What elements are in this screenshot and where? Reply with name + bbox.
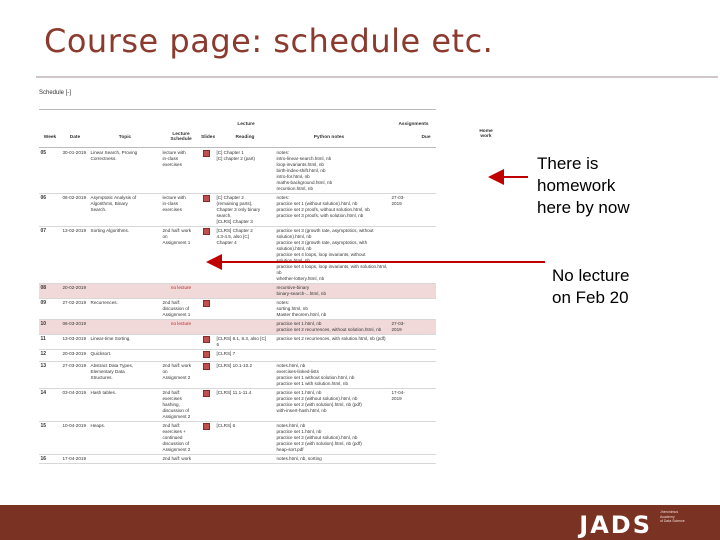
table-row — [39, 350, 436, 362]
slides-cell — [201, 389, 215, 422]
topic-cell: Linear-time Sorting. — [89, 335, 161, 350]
header-topic: Topic — [118, 135, 132, 140]
topic-cell: Sorting Algorithms. — [89, 227, 161, 284]
notes-cell: notes: intro-linear-search.html, nb loop-invariants.html, nb birth-index-shift.html, nb intro-for.html, nb maths-background.html, nb recursion.html, nb — [275, 149, 390, 194]
due-cell: 17-04-2019 — [390, 389, 416, 422]
week-cell: 08 — [39, 284, 61, 299]
topic-cell: Heaps. — [89, 422, 161, 455]
schedule-cell: no lecture — [161, 320, 201, 335]
homework-cell — [416, 350, 436, 362]
reading-cell: [C] Chapter 1 [C] chapter 2 (part) — [215, 149, 275, 194]
homework-cell — [416, 227, 436, 284]
homework-cell — [416, 149, 436, 194]
week-cell: 14 — [39, 389, 61, 422]
notes-cell: practice set 1.html, nb practice set 2 (without solution).html, nb practice set 2 (with solution).html, nb (pdf) with-insert-hash.html, nb — [275, 389, 390, 422]
slides-cell — [201, 455, 215, 464]
reading-cell: [C] Chapter 2 (remaining parts), Chapter 3 only binary search, [CLRS] Chapter 3 — [215, 194, 275, 227]
header-lecture-schedule: Lecture Schedule — [170, 132, 192, 142]
header-bottom-line — [39, 147, 436, 148]
reading-cell: [CLRS] Chapter 2 4.3-4.5, also [C] Chapter 4 — [215, 227, 275, 284]
notes-cell: notes: sorting.html, nb Master theorem.html, nb — [275, 299, 390, 320]
header-lecture: Lecture — [237, 122, 255, 127]
due-cell: 27-03-2019 — [390, 320, 416, 335]
week-cell: 11 — [39, 335, 61, 350]
homework-cell — [416, 422, 436, 455]
schedule-cell: lecture with in-class exercises — [161, 194, 201, 227]
topic-cell: Recurrences. — [89, 299, 161, 320]
due-cell — [390, 362, 416, 389]
header-reading: Reading — [235, 135, 255, 140]
topic-cell: Quicksort. — [89, 350, 161, 362]
pdf-slides-icon[interactable] — [203, 423, 210, 430]
schedule-cell: 2nd half: work on Assignment 2 — [161, 362, 201, 389]
topic-cell — [89, 284, 161, 299]
notes-cell: recursive-binary binary-search-...html, nb — [275, 284, 390, 299]
table-row — [39, 299, 436, 320]
reading-cell — [215, 320, 275, 335]
table-row — [39, 227, 436, 284]
slides-cell — [201, 362, 215, 389]
notes-cell: practice set 2 recurrences, with solution.html, nb (pdf) — [275, 335, 390, 350]
due-cell — [390, 455, 416, 464]
due-cell: 27-03-2019 — [390, 194, 416, 227]
slides-cell — [201, 299, 215, 320]
topic-cell — [89, 455, 161, 464]
header-assignments: Assignments — [398, 122, 429, 127]
jads-logo-subtitle: Jheronimus Academy of Data Science — [660, 510, 685, 523]
topic-cell: Hash tables. — [89, 389, 161, 422]
due-cell — [390, 335, 416, 350]
notes-cell: practice set 3 (growth rate, asymptotics, without solution).html, nb practice set 3 (growth rate, asymptotics, with solution).html, nb practice set 4 loops, loop invariants, without solution.html, nb practice set 4 loops, loop invariants, with solution.html, nb whether-lottery.html, nb — [275, 227, 390, 284]
homework-cell — [416, 389, 436, 422]
table-row — [39, 149, 436, 194]
week-cell: 05 — [39, 149, 61, 194]
topic-cell: Abstract Data Types, Elementary Data Structures. — [89, 362, 161, 389]
date-cell: 13-03-2019 — [61, 335, 89, 350]
schedule-cell — [161, 350, 201, 362]
due-cell — [390, 149, 416, 194]
schedule-heading: Schedule [-] — [39, 90, 72, 96]
reading-cell — [215, 299, 275, 320]
slides-cell — [201, 422, 215, 455]
week-cell: 06 — [39, 194, 61, 227]
schedule-table — [39, 149, 436, 464]
header-due: Due — [421, 135, 431, 140]
due-cell — [390, 422, 416, 455]
date-cell: 17-04-2019 — [61, 455, 89, 464]
table-row — [39, 422, 436, 455]
header-homework: Home work — [479, 129, 493, 139]
reading-cell — [215, 284, 275, 299]
date-cell: 20-03-2019 — [61, 350, 89, 362]
week-cell: 13 — [39, 362, 61, 389]
header-python-notes: Python notes — [313, 135, 345, 140]
table-row — [39, 335, 436, 350]
reading-cell — [215, 455, 275, 464]
title-divider — [36, 76, 718, 78]
date-cell: 10-04-2019 — [61, 422, 89, 455]
pdf-slides-icon[interactable] — [203, 300, 210, 307]
slide-title: Course page: schedule etc. — [44, 22, 494, 60]
date-cell: 06-02-2019 — [61, 194, 89, 227]
date-cell: 06-03-2019 — [61, 320, 89, 335]
due-cell — [390, 284, 416, 299]
table-row — [39, 284, 436, 299]
slides-cell — [201, 350, 215, 362]
notes-cell: notes.html, nb exercises-linked-lists practice set 1 without solution.html, nb practice set 1 with solution.html, nb — [275, 362, 390, 389]
annotation-no-lecture: No lecture on Feb 20 — [552, 266, 630, 307]
date-cell: 20-02-2019 — [61, 284, 89, 299]
table-row — [39, 455, 436, 464]
table-row — [39, 362, 436, 389]
pdf-slides-icon[interactable] — [203, 390, 210, 397]
notes-cell: practice set 1.html, nb practice set 2 recurrences, without solution.html, nb — [275, 320, 390, 335]
jads-logo: JADS — [579, 511, 652, 539]
schedule-cell: 2nd half: discussion of Assignment 1 — [161, 299, 201, 320]
notes-cell: notes.html, nb practice set 1.html, nb practice set 2 (without solution).html, nb practice set 2 (with solution).html, nb (pdf) heap-sort.pdf — [275, 422, 390, 455]
table-row — [39, 194, 436, 227]
header-slides: Slides — [201, 135, 216, 140]
reading-cell: [CLRS] 6 — [215, 422, 275, 455]
due-cell — [390, 350, 416, 362]
homework-cell — [416, 194, 436, 227]
schedule-cell: 2nd half: work on Assignment 1 — [161, 227, 201, 284]
week-cell: 12 — [39, 350, 61, 362]
pdf-slides-icon[interactable] — [203, 228, 210, 235]
slides-cell — [201, 320, 215, 335]
header-top-line — [39, 109, 436, 110]
schedule-cell: 2nd half: work — [161, 455, 201, 464]
homework-cell — [416, 362, 436, 389]
schedule-cell: lecture with in-class exercises — [161, 149, 201, 194]
schedule-cell: no lecture — [161, 284, 201, 299]
table-row — [39, 320, 436, 335]
topic-cell — [89, 320, 161, 335]
week-cell: 15 — [39, 422, 61, 455]
date-cell: 13-02-2019 — [61, 227, 89, 284]
annotation-homework: There is homework here by now — [537, 154, 630, 217]
schedule-cell: 2nd half: exercises + continued discussion of Assignment 2 — [161, 422, 201, 455]
week-cell: 07 — [39, 227, 61, 284]
notes-cell: notes: practice set 1 (without solution).html, nb practice set 2 proofs, without solution.html, nb practice set 3 proofs, with solution.html, nb — [275, 194, 390, 227]
slides-cell — [201, 284, 215, 299]
slides-cell — [201, 149, 215, 194]
week-cell: 09 — [39, 299, 61, 320]
schedule-screenshot — [36, 87, 493, 485]
table-row — [39, 389, 436, 422]
pdf-slides-icon[interactable] — [203, 351, 210, 358]
date-cell: 03-04-2019 — [61, 389, 89, 422]
header-date: Date — [69, 135, 81, 140]
week-cell: 16 — [39, 455, 61, 464]
pdf-slides-icon[interactable] — [203, 150, 210, 157]
topic-cell: Asymptotic Analysis of Algorithms, Binary Search. — [89, 194, 161, 227]
topic-cell: Linear Search, Proving Correctness. — [89, 149, 161, 194]
reading-cell: [CLRS] 10.1-10.2 — [215, 362, 275, 389]
schedule-cell: 2nd half: exercises hashing, discussion of Assignment 2 — [161, 389, 201, 422]
homework-cell — [416, 320, 436, 335]
header-week: Week — [43, 135, 57, 140]
pdf-slides-icon[interactable] — [203, 336, 210, 343]
homework-cell — [416, 299, 436, 320]
pdf-slides-icon[interactable] — [203, 363, 210, 370]
slides-cell — [201, 194, 215, 227]
due-cell — [390, 227, 416, 284]
homework-cell — [416, 455, 436, 464]
notes-cell: notes.html, nb, sorting — [275, 455, 390, 464]
footer-bar — [0, 505, 720, 540]
date-cell: 27-02-2019 — [61, 299, 89, 320]
slides-cell — [201, 335, 215, 350]
week-cell: 10 — [39, 320, 61, 335]
date-cell: 30-01-2019 — [61, 149, 89, 194]
homework-cell — [416, 284, 436, 299]
schedule-cell — [161, 335, 201, 350]
reading-cell: [CLRS] 8.1, 8.3, also [C] 6 — [215, 335, 275, 350]
pdf-slides-icon[interactable] — [203, 195, 210, 202]
notes-cell — [275, 350, 390, 362]
slides-cell — [201, 227, 215, 284]
date-cell: 27-03-2019 — [61, 362, 89, 389]
reading-cell: [CLRS] 11.1-11.4 — [215, 389, 275, 422]
homework-cell — [416, 335, 436, 350]
due-cell — [390, 299, 416, 320]
reading-cell: [CLRS] 7 — [215, 350, 275, 362]
